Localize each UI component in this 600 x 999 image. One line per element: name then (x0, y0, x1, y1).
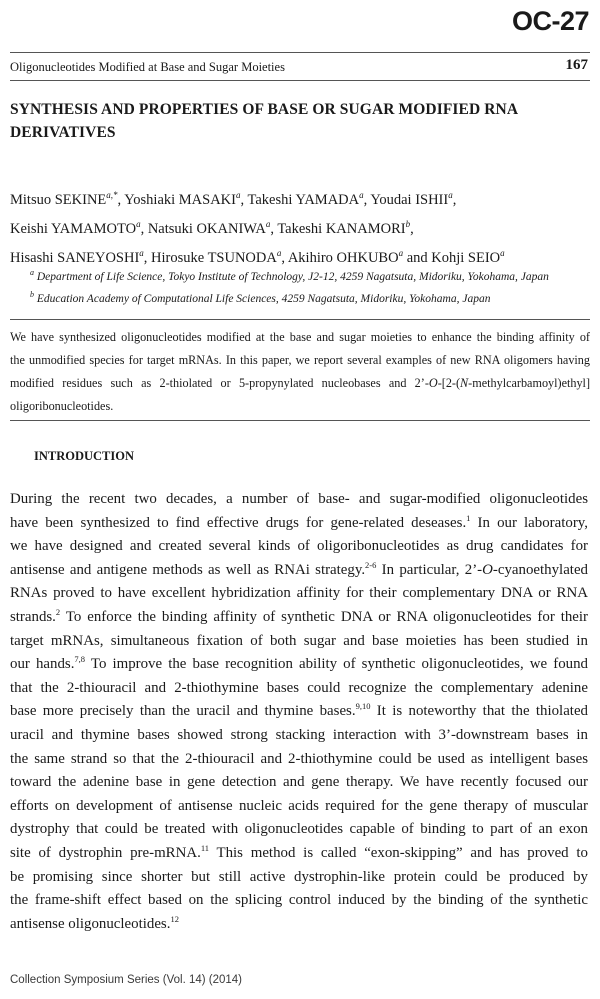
author-line-2: Keishi YAMAMOTO$^a$, Natsuki OKANIWA$^a$, Takeshi KANAMORI$^b$, (10, 218, 414, 237)
author-affil-mark: a,* (106, 190, 118, 200)
author-affil-mark: a (235, 190, 241, 200)
body-line: toward the adenine base in gene detection and gene therapy. We have recently focused our (10, 774, 588, 791)
author-name: Hisashi SANEYOSHI (10, 249, 140, 266)
body-line: antisense and antigene methods as well as RNAi strategy.$^{2-6}$ In particular, 2’-O-cyanoethylated (10, 559, 588, 578)
body-line: we have designed and created several kinds of oligoribonucleotides as drug candidates for (10, 538, 588, 555)
body-line: our hands.$^{7,8}$ To improve the base recognition ability of synthetic oligonucleotides, we found (10, 654, 588, 673)
citation: 2 (55, 607, 61, 617)
author-line-1: Mitsuo $SEKINE^{a,*}$, Yoshiaki MASAKI$^a$, Takeshi YAMADA$^a$, Youdai ISHII$^a$, (10, 190, 457, 208)
author-name: Takeshi KANAMORI (277, 220, 406, 237)
author-name: Natsuki OKANIWA (147, 220, 266, 237)
abstract-line: We have synthesized oligonucleotides modified at the base and sugar moieties to enhance the binding affinity of (10, 330, 590, 344)
author-name: Hirosuke TSUNODA (151, 249, 277, 266)
body-line: target mRNAs, simultaneous fixation of both sugar and base moieties has been studied in (10, 632, 588, 649)
author-name: Kohji SEIO (431, 249, 501, 266)
citation: 12 (170, 913, 179, 924)
page-number: 167 (565, 57, 588, 73)
author-name: Takeshi YAMADA (247, 191, 360, 208)
author-line-3: Hisashi SANEYOSHI$^a$, Hirosuke TSUNODA$^a$, Akihiro OHKUBO$^a$ and Kohji SEIO$^a$ (10, 247, 505, 266)
affiliation-b (30, 290, 590, 305)
citation: 9,10 (355, 701, 371, 712)
citation: 11 (200, 842, 209, 853)
author-list (10, 183, 590, 269)
title-line-2: DERIVATIVES (10, 124, 116, 141)
title-line-1: SYNTHESIS AND PROPERTIES OF BASE OR SUGAR MODIFIED RNA (10, 101, 519, 118)
author-name: Akihiro OHKUBO (287, 249, 399, 266)
citation: 2-6 (365, 559, 377, 570)
body-text (10, 488, 588, 936)
body-line: that the 2-thiouracil and 2-thiothymine bases could recognize the complementary adenine (10, 679, 588, 696)
running-head: Oligonucleotides Modified at Base and Sugar Moieties (10, 60, 285, 74)
body-line: have been synthesized to find effective drugs for gene-related deseases.$^1$ In our laboratory, (10, 512, 588, 531)
body-line: the same strand so that the 2-thiouracil and 2-thiothymine could be used as intelligent bases (10, 750, 588, 767)
abstract-line: the unmodified species for target mRNAs. In this paper, we report several examples of new RNA oligomers having (10, 353, 590, 367)
body-line: During the recent two decades, a number of base- and sugar-modified oligonucleotides (10, 491, 588, 507)
section-heading: INTRODUCTION (34, 449, 135, 463)
author-affil-mark: a (500, 247, 505, 258)
author-affil-mark: a (265, 218, 271, 229)
paper-title (10, 98, 570, 144)
citation: 1 (466, 512, 471, 523)
author-affil-mark: a (136, 218, 141, 229)
body-line: dystrophy that could be treated with oligonucleotides capable of binding to part of an exon (10, 821, 588, 838)
abstract-rule-top (10, 319, 590, 320)
abstract-line: oligoribonucleotides. (10, 399, 114, 413)
author-affil-mark: b (405, 218, 411, 229)
body-line: efforts on development of antisense nucleic acids required for the gene therapy of muscular (10, 797, 588, 814)
citation: 7,8 (74, 654, 86, 665)
affiliation-mark: b (30, 290, 34, 299)
affiliation-text: Education Academy of Computational Life Sciences, 4259 Nagatsuta, Midoriku, Yokohama, Japan (36, 292, 491, 305)
author-affil-mark: a (139, 247, 144, 258)
author-affil-mark: a (448, 190, 453, 200)
body-line: antisense oligonucleotides.$^{12}$ (10, 913, 179, 932)
body-line: the frame-shift effect based on the splicing control induced by the binding of the synthetic (10, 892, 588, 909)
author-name: Youdai ISHII (370, 191, 449, 208)
author-name: Mitsuo SEKINE (10, 191, 107, 208)
body-line: strands.$^2$ To enforce the binding affinity of synthetic DNA or RNA oligonucleotides for their (10, 607, 588, 625)
header-rule-top (10, 52, 590, 53)
abstract-line: modified residues such as 2-thiolated or 5-propynylated nucleobases and 2’-O-[2-(N-methylcarbamoyl)ethyl] (10, 376, 590, 390)
body-line: base more precisely than the uracil and thymine bases.$^{9,10}$ It is noteworthy that the thiolated (10, 701, 588, 720)
author-name: Yoshiaki MASAKI (124, 191, 236, 208)
author-name: Keishi YAMAMOTO (10, 220, 137, 237)
author-affil-mark: a (276, 247, 282, 258)
abstract (10, 326, 590, 418)
author-affil-mark: a (359, 190, 364, 200)
body-line: be promising since shorter but still active dystrophin-like protein could be produced by (10, 868, 588, 885)
presentation-code: OC-27 (511, 6, 589, 36)
author-affil-mark: a (398, 247, 404, 258)
affiliation-mark: a (30, 268, 34, 277)
abstract-rule-bottom (10, 420, 590, 421)
body-line: site of dystrophin pre-mRNA.$^{11}$ This method is called “exon-skipping” and has proved to (10, 842, 588, 861)
affiliation-text: Department of Life Science, Tokyo Institute of Technology, J2-12, 4259 Nagatsuta, Midoriku, Yokohama, Japan (36, 270, 549, 283)
affiliation-a (30, 268, 590, 283)
body-line: RNAs proved to have excellent hybridization affinity for their complementary DNA or RNA (10, 585, 588, 602)
footer-series: Collection Symposium Series (Vol. 14) (2014) (10, 974, 243, 986)
header-rule-bottom (10, 80, 590, 81)
body-line: uracil and thymine bases showed strong stacking interaction with 3’-downstream bases in (10, 726, 588, 743)
